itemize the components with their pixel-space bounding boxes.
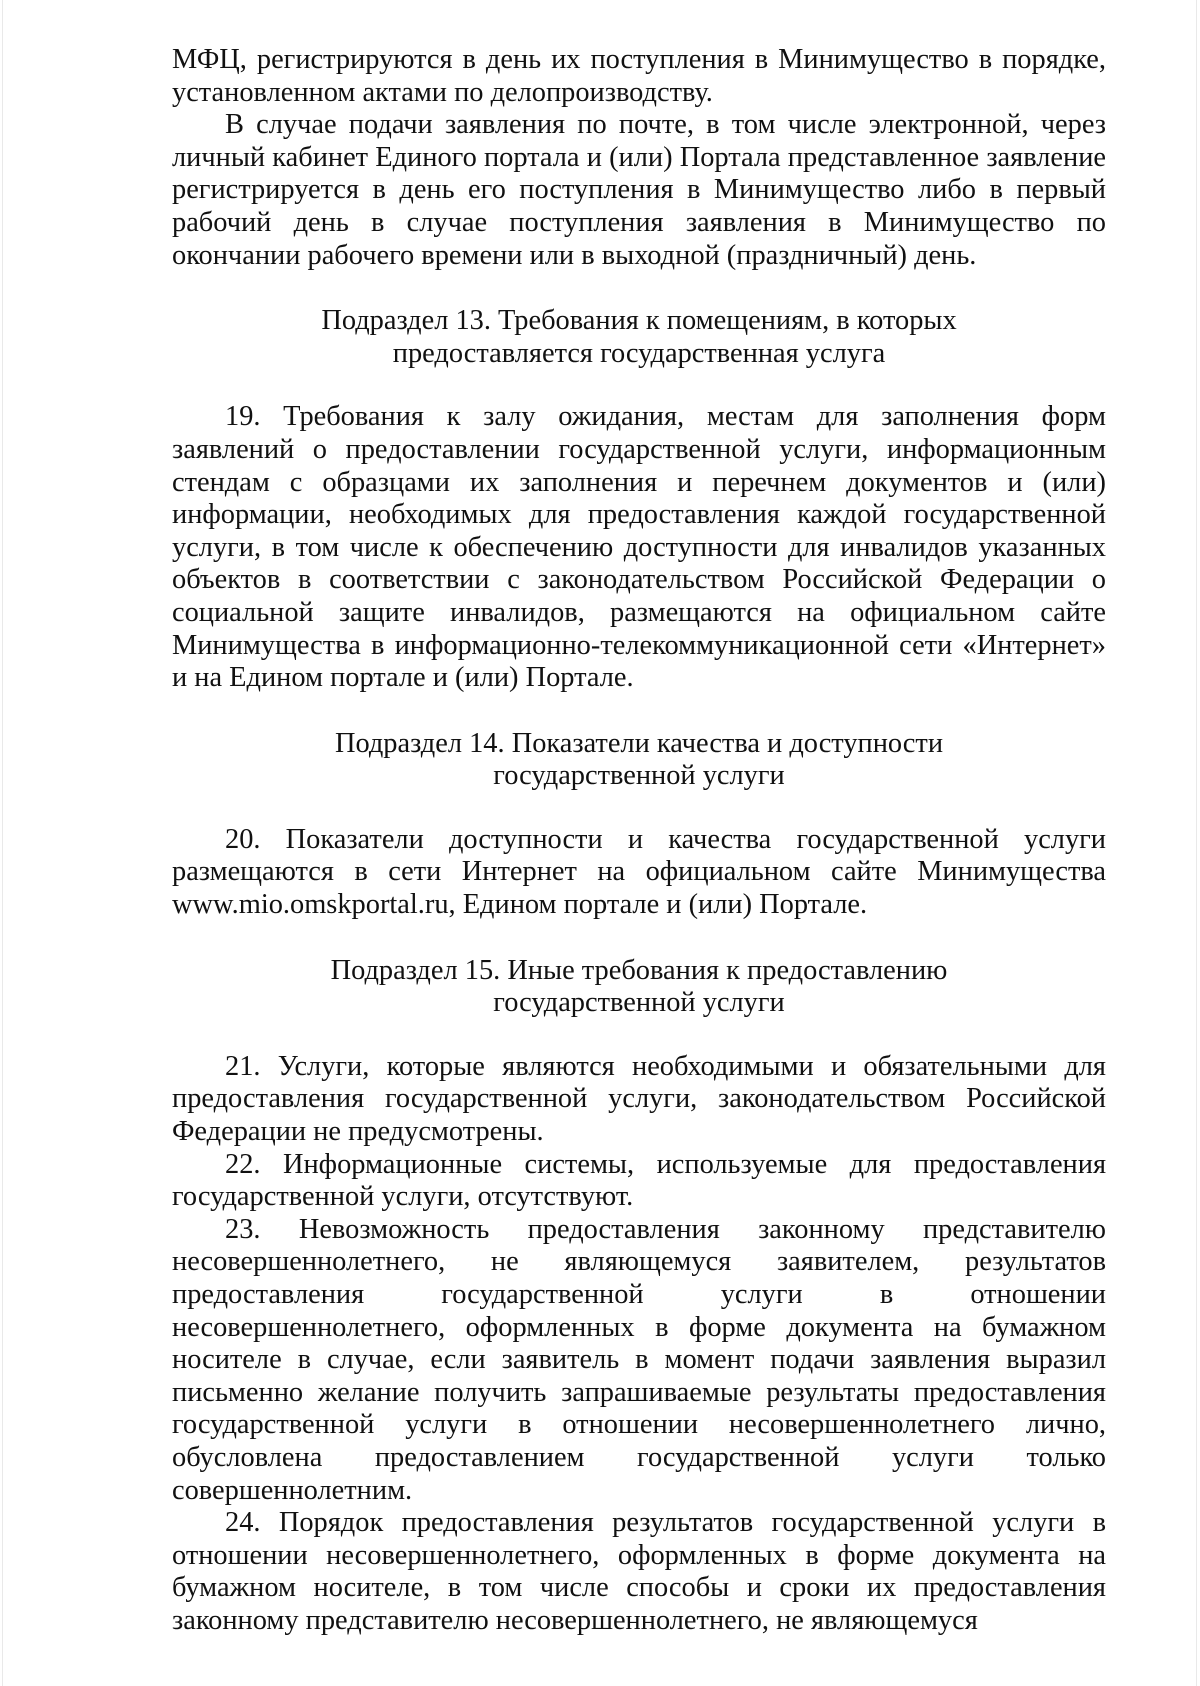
subsection-15-heading-line-2: государственной услуги xyxy=(493,987,785,1019)
paragraph-19: 19. Требования к залу ожидания, местам для заполнения форм заявлений о предоставлении государственной услуги, информационным стендам с образцами их заполнения и перечнем документов и (или) информации, необходимых для предоставления каждой государственной услуги, в том числе к обеспечению доступности для инвалидов указанных объектов в соответствии с законодательством Российской Федерации о социальной защите инвалидов, размещаются на официальном сайте Минимущества в информационно-телекоммуникационной сети «Интернет» и на Едином портале и (или) Портале. xyxy=(172,401,1106,694)
paragraph-20: 20. Показатели доступности и качества государственной услуги размещаются в сети Интернет на официальном сайте Минимущества www.mio.omskportal.ru, Едином портале и (или) Портале. xyxy=(172,823,1106,921)
paragraph-21: 21. Услуги, которые являются необходимыми и обязательными для предоставления государственной услуги, законодательством Российской Федерации не предусмотрены. xyxy=(172,1050,1106,1148)
subsection-14-heading-line-2: государственной услуги xyxy=(493,760,785,792)
subsection-13-heading-line-1: Подраздел 13. Требования к помещениям, в которых xyxy=(321,305,957,337)
paragraph-24: 24. Порядок предоставления результатов государственной услуги в отношении несовершеннолетнего, оформленных в форме документа на бумажном носителе, в том числе способы и сроки их предоставления законному представителю несовершеннолетнего, не являющемуся xyxy=(172,1507,1106,1636)
subsection-14-heading-line-1: Подраздел 14. Показатели качества и доступности xyxy=(334,727,944,759)
paragraph-22: 22. Информационные системы, используемые для предоставления государственной услуги, отсутствуют. xyxy=(172,1148,1106,1213)
subsection-14-heading xyxy=(172,728,1106,793)
paragraph-continuation: МФЦ, регистрируются в день их поступления в Минимущество в порядке, установленном актами по делопроизводству. xyxy=(172,44,1106,108)
paragraph-23: 23. Невозможность предоставления законному представителю несовершеннолетнего, не являющемуся заявителем, результатов предоставления государственной услуги в отношении несовершеннолетнего, оформленных в форме документа на бумажном носителе в случае, если заявитель в момент подачи заявления выразил письменно желание получить запрашиваемые результаты предоставления государственной услуги в отношении несовершеннолетнего лично, обусловлена предоставлением государственной услуги только совершеннолетним. xyxy=(172,1213,1106,1506)
subsection-15-heading-line-1: Подраздел 15. Иные требования к предоставлению xyxy=(330,954,948,986)
scan-edge-left xyxy=(2,0,3,1686)
scan-edge-right xyxy=(1196,0,1197,1686)
subsection-13-heading xyxy=(172,305,1106,370)
document-body xyxy=(172,44,1106,1638)
paragraph-mail-submission: В случае подачи заявления по почте, в том числе электронной, через личный кабинет Единого портала и (или) Портала представленное заявление регистрируется в день его поступления в Минимущество либо в первый рабочий день в случае поступления заявления в Минимущество по окончании рабочего времени или в выходной (праздничный) день. xyxy=(172,109,1106,271)
subsection-13-heading-line-2: предоставляется государственная услуга xyxy=(392,337,886,369)
subsection-15-heading xyxy=(172,955,1106,1020)
